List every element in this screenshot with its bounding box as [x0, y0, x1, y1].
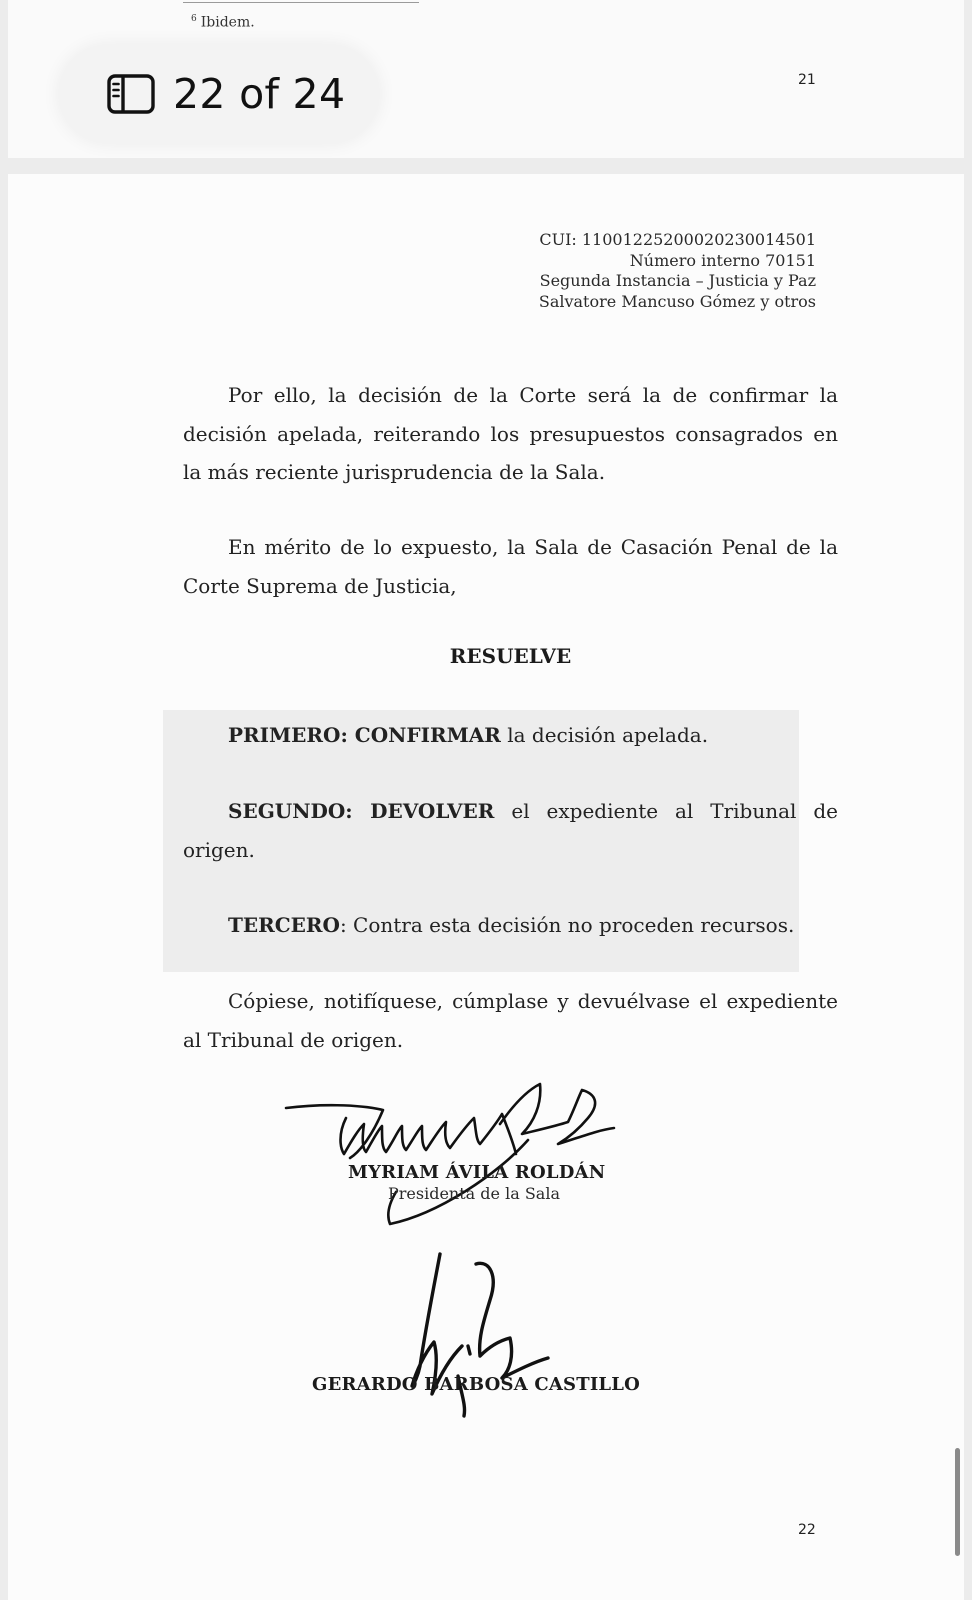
- resolve-heading: RESUELVE: [449, 644, 572, 668]
- closing-paragraph: Cópiese, notifíquese, cúmplase y devuélvase el expediente al Tribunal de origen.: [183, 989, 838, 1052]
- signatory-1-name: MYRIAM ÁVILA ROLDÁN: [348, 1162, 606, 1183]
- vertical-scrollbar[interactable]: [955, 1448, 960, 1556]
- page-indicator[interactable]: [58, 44, 380, 144]
- case-cui: CUI: 11001225200020230014501: [539, 230, 816, 249]
- item-label: TERCERO: [228, 913, 340, 937]
- case-instance: Segunda Instancia – Justicia y Paz: [539, 271, 816, 290]
- item-label: PRIMERO: CONFIRMAR: [228, 723, 501, 747]
- current-page-number: 22: [798, 1522, 816, 1538]
- resolution-item-third: TERCERO: Contra esta decisión no proceden recursos.: [228, 913, 795, 937]
- case-internal-number: Número interno 70151: [629, 250, 816, 270]
- sidebar-toggle-icon[interactable]: [107, 74, 155, 114]
- page-indicator-text: 22 of 24: [173, 70, 346, 118]
- footnote-text: Ibidem.: [200, 14, 255, 31]
- footnote-number: 6: [191, 14, 197, 24]
- signature-1: [278, 1074, 638, 1234]
- previous-page: [8, 0, 964, 158]
- item-label: SEGUNDO: DEVOLVER: [228, 799, 495, 823]
- signatory-1-role: Presidenta de la Sala: [388, 1184, 560, 1203]
- resolution-item-first: PRIMERO: CONFIRMAR la decisión apelada.: [228, 723, 709, 747]
- signatory-2-name: GERARDO BARBOSA CASTILLO: [312, 1374, 641, 1395]
- case-parties: Salvatore Mancuso Gómez y otros: [538, 291, 816, 311]
- footnote: [191, 14, 255, 31]
- paragraph-decision: Por ello, la decisión de la Corte será la de confirmar la decisión apelada, reiterando los presupuestos consagrados en la más reciente jurisprudencia de la Sala.: [183, 383, 838, 484]
- resolution-item-second: SEGUNDO: DEVOLVER el expediente al Tribunal de origen.: [183, 799, 839, 862]
- paragraph-merit: En mérito de lo expuesto, la Sala de Casación Penal de la Corte Suprema de Justicia,: [183, 535, 838, 598]
- footnote-divider: [183, 2, 419, 3]
- signature-2: [398, 1246, 568, 1426]
- current-page: [8, 174, 964, 1600]
- previous-page-number: 21: [798, 72, 816, 88]
- case-header: [539, 230, 816, 312]
